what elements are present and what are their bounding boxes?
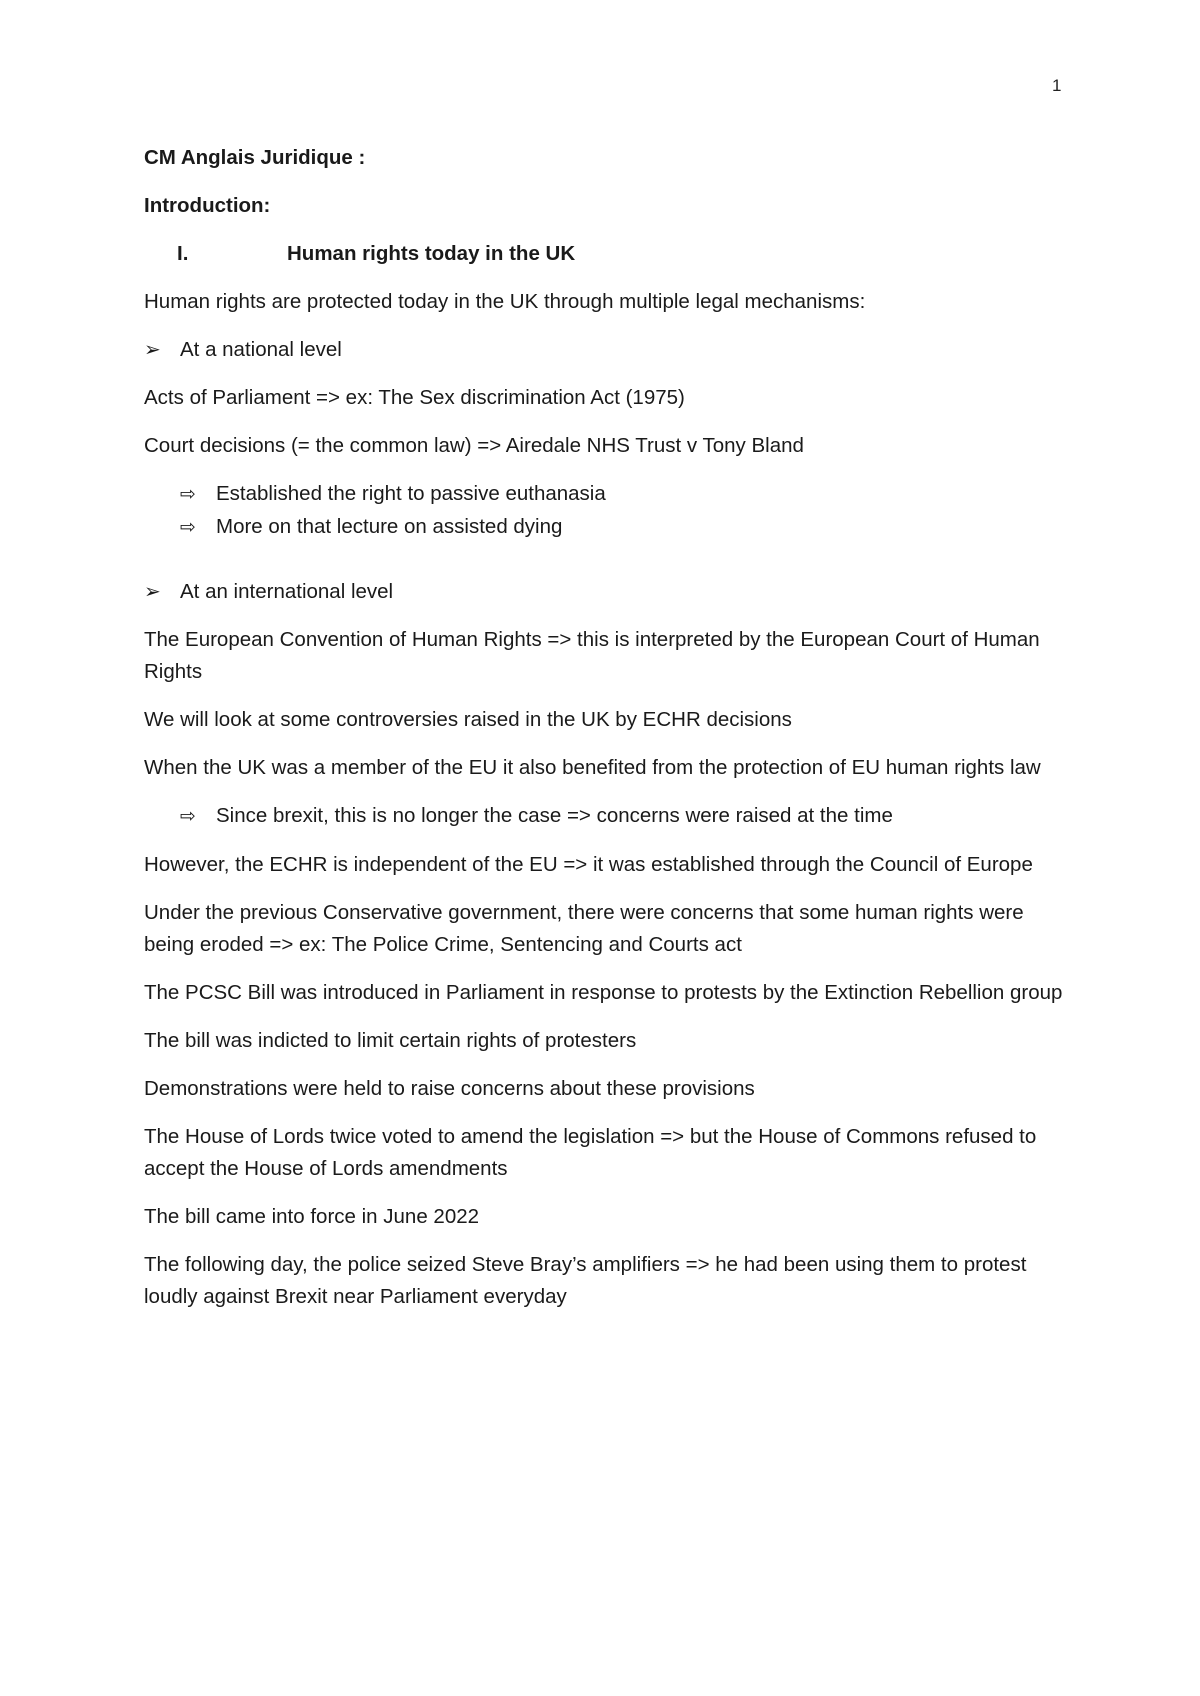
page-number: 1 (1052, 76, 1062, 95)
bullet-international-level (144, 576, 1074, 608)
paragraph-acts: Acts of Parliament => ex: The Sex discrimination Act (1975) (144, 386, 685, 409)
list-item-text: Established the right to passive euthanasia (216, 482, 606, 505)
heading-text: Human rights today in the UK (287, 242, 576, 265)
document-body (144, 142, 1074, 1329)
paragraph-conservative: Under the previous Conservative government, there were concerns that some human rights were being eroded => ex: The Police Crime, Sentencing and Courts act (144, 901, 1024, 956)
paragraph-pcsc: The PCSC Bill was introduced in Parliament in response to protests by the Extinction Rebellion group (144, 981, 1063, 1004)
heading-number: I. (177, 242, 189, 265)
list-item-text: Since brexit, this is no longer the case => concerns were raised at the time (216, 804, 893, 827)
paragraph-force: The bill came into force in June 2022 (144, 1205, 480, 1228)
paragraph-intro: Human rights are protected today in the UK through multiple legal mechanisms: (144, 290, 866, 313)
paragraph-echr-2: We will look at some controversies raised in the UK by ECHR decisions (144, 708, 792, 731)
paragraph-eu: When the UK was a member of the EU it also benefited from the protection of EU human rights law (144, 756, 1041, 779)
arrow-right-icon: ⇨ (180, 484, 196, 505)
paragraph-court: Court decisions (= the common law) => Airedale NHS Trust v Tony Bland (144, 434, 804, 457)
section-title: Introduction: (144, 194, 271, 217)
document-title: CM Anglais Juridique : (144, 146, 366, 169)
paragraph-following: The following day, the police seized Steve Bray’s amplifiers => he had been using them to protest loudly against Brexit near Parliament everyday (144, 1253, 1027, 1308)
arrowhead-bullet-icon: ➢ (144, 339, 161, 361)
list-item-text: More on that lecture on assisted dying (216, 515, 563, 538)
heading-human-rights (144, 238, 1074, 270)
paragraph-demonstrations: Demonstrations were held to raise concerns about these provisions (144, 1077, 755, 1100)
arrow-right-icon: ⇨ (180, 517, 196, 538)
paragraph-indicted: The bill was indicted to limit certain rights of protesters (144, 1029, 637, 1052)
arrowhead-bullet-icon: ➢ (144, 581, 161, 603)
bullet-text: At an international level (180, 580, 394, 603)
list-item (180, 511, 1074, 544)
paragraph-however: However, the ECHR is independent of the EU => it was established through the Council of Europe (144, 853, 1033, 876)
spacer (144, 560, 1074, 576)
court-sub-list (144, 478, 1074, 544)
arrow-right-icon: ⇨ (180, 806, 196, 827)
paragraph-lords: The House of Lords twice voted to amend the legislation => but the House of Commons refused to accept the House of Lords amendments (144, 1125, 1037, 1180)
list-item (180, 800, 1074, 833)
paragraph-echr-1: The European Convention of Human Rights => this is interpreted by the European Court of Human Rights (144, 628, 1040, 683)
eu-sub-list (144, 800, 1074, 833)
bullet-national-level (144, 334, 1074, 366)
list-item (180, 478, 1074, 511)
bullet-text: At a national level (180, 338, 342, 361)
